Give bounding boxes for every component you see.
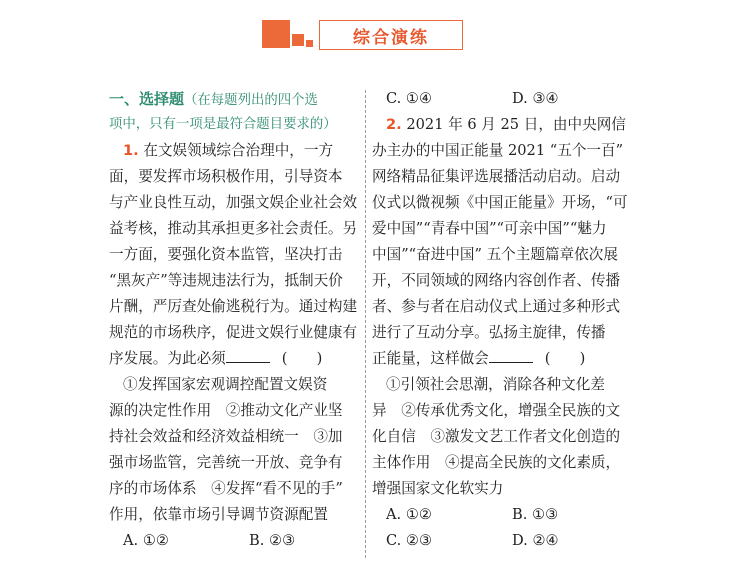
q2-stem-line: 中国”“奋进中国” 五个主题篇章依次展 — [372, 246, 618, 263]
q2-option-d[interactable]: D. ②④ — [512, 532, 559, 549]
q1-stem-line: “黑灰产”等违规违法行为，抵制天价 — [109, 272, 343, 289]
q1-choice-line: ①发挥国家宏观调控配置文娱资 — [123, 376, 328, 393]
q1-choice-line: 源的决定性作用 ②推动文化产业坚 — [109, 402, 343, 419]
q1-option-d[interactable]: D. ③④ — [512, 90, 559, 107]
q2-stem-line: 仪式以微视频《中国正能量》开场，“可 — [372, 194, 628, 211]
q1-stem-line: 与产业良性互动，加强文娱企业社会效 — [109, 194, 358, 211]
q2-answer-paren: ( ) — [544, 350, 586, 367]
q2-options-row-1 — [372, 502, 659, 528]
q1-option-a[interactable]: A. ①② — [123, 532, 169, 549]
q2-choice-line: ①引领社会思潮，消除各种文化差 — [386, 376, 605, 393]
q2-option-b[interactable]: B. ①③ — [512, 506, 559, 523]
column-divider — [365, 90, 366, 558]
q1-choice-line: 作用，依靠市场引导调节资源配置 — [109, 506, 328, 523]
question-1 — [109, 138, 361, 554]
q1-choice-line: 持社会效益和经济效益相统一 ③加 — [109, 428, 343, 445]
section-title: 一、选择题 — [109, 90, 185, 108]
q2-choice-line: 化自信 ③激发文艺工作者文化创造的 — [372, 428, 621, 445]
q2-stem-last-line — [372, 346, 659, 372]
q2-choice-line: 异 ②传承优秀文化，增强全民族的文 — [372, 402, 621, 419]
q2-number: 2. — [386, 116, 402, 133]
q2-stem-line: 办主办的中国正能量 2021 “五个一百” — [372, 142, 624, 159]
section-note-part2: 项中，只有一项是最符合题目要求的） — [109, 117, 337, 132]
q2-stem-last-text: 正能量，这样做会 — [372, 350, 489, 367]
q1-stem-line: 规范的市场秩序，促进文娱行业健康有 — [109, 324, 358, 341]
q1-choice-line: 强市场监管，完善统一开放、竞争有 — [109, 454, 343, 471]
section-header-title: 综合演练 — [319, 20, 463, 50]
q1-stem-line: 面，要发挥市场积极作用，引导资本 — [109, 168, 343, 185]
q1-answer-paren: ( ) — [281, 350, 323, 367]
q1-line — [109, 138, 361, 164]
left-column — [109, 86, 361, 554]
q1-stem-line: 在文娱领域综合治理中，一方 — [143, 142, 334, 159]
q2-option-a[interactable]: A. ①② — [386, 506, 432, 523]
q2-stem-line: 网络精品征集评选展播活动启动。启动 — [372, 168, 621, 185]
header-decor-square-small — [306, 40, 313, 47]
right-column — [372, 86, 659, 554]
q2-stem-line: 2021 年 6 月 25 日，由中央网信 — [406, 116, 626, 133]
q2-answer-blank[interactable] — [489, 348, 533, 363]
q1-number: 1. — [123, 142, 139, 159]
section-heading-line — [109, 86, 361, 112]
q1-stem-line: 片酬，严厉查处偷逃税行为。通过构建 — [109, 298, 358, 315]
q2-option-c[interactable]: C. ②③ — [386, 532, 433, 549]
header-decor-square-large — [262, 20, 290, 48]
q1-option-c[interactable]: C. ①④ — [386, 90, 433, 107]
section-note-part1: （在每题列出的四个选 — [184, 93, 318, 108]
q2-options-row-2 — [372, 528, 659, 554]
q1-stem-line: 一方面，要强化资本监管，坚决打击 — [109, 246, 343, 263]
q1-stem-line: 益考核，推动其承担更多社会责任。另 — [109, 220, 358, 237]
q2-choice-line: 增强国家文化软实力 — [372, 480, 504, 497]
q1-options-row-2 — [372, 86, 659, 112]
q1-stem-last-line — [109, 346, 361, 372]
q1-options-row-1 — [109, 528, 361, 554]
q2-stem-line: 者、参与者在启动仪式上通过多种形式 — [372, 298, 621, 315]
question-2 — [372, 112, 659, 554]
q1-option-b[interactable]: B. ②③ — [249, 532, 296, 549]
q2-stem-line: 进行了互动分享。弘扬主旋律，传播 — [372, 324, 606, 341]
q2-stem-line: 爱中国”“青春中国”“可亲中国”“魅力 — [372, 220, 607, 237]
header-decor-square-medium — [292, 34, 304, 46]
q1-stem-last-text: 序发展。为此必须 — [109, 350, 226, 367]
q2-choice-line: 主体作用 ④提高全民族的文化素质， — [372, 454, 621, 471]
q2-first-line — [372, 112, 659, 138]
q2-stem-line: 开，不同领域的网络内容创作者、传播 — [372, 272, 621, 289]
q1-answer-blank[interactable] — [226, 348, 270, 363]
q1-choice-line: 序的市场体系 ④发挥“看不见的手” — [109, 480, 343, 497]
